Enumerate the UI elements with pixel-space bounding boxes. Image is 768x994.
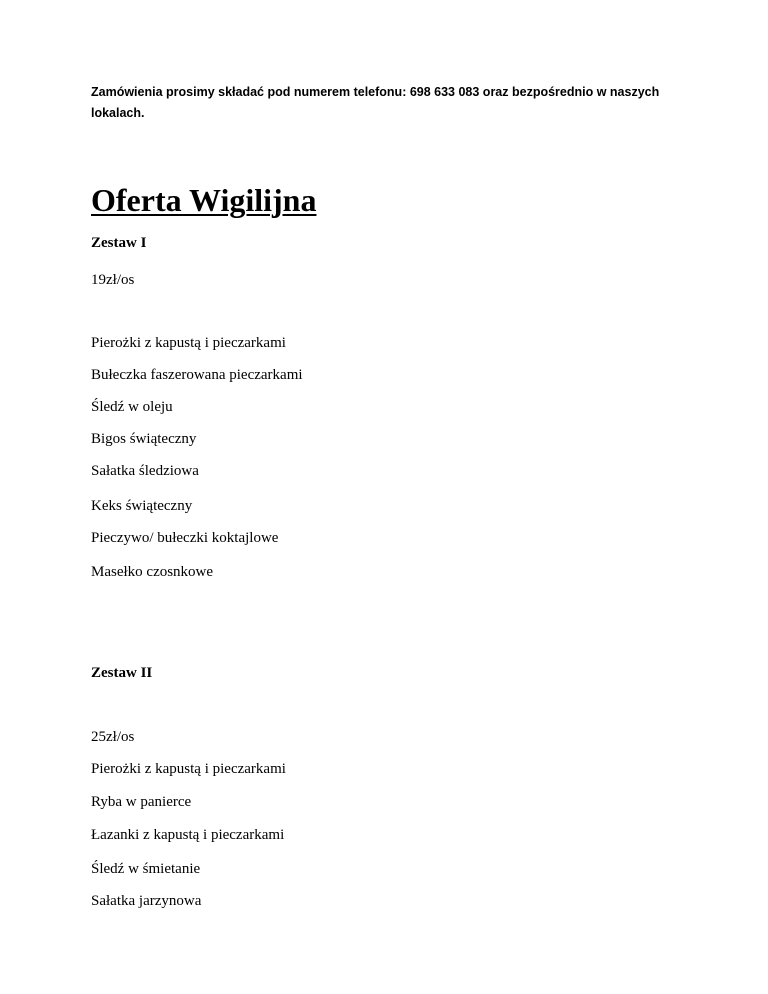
set1-item: Pieczywo/ bułeczki koktajlowe	[91, 530, 279, 546]
set2-item: Sałatka jarzynowa	[91, 893, 202, 909]
set2-price: 25zł/os	[91, 729, 135, 745]
set1-item: Pierożki z kapustą i pieczarkami	[91, 335, 286, 351]
order-notice: Zamówienia prosimy składać pod numerem telefonu: 698 633 083 oraz bezpośrednio w naszych lokalach.	[91, 85, 660, 120]
set1-item: Śledź w oleju	[91, 399, 173, 415]
set2-item: Łazanki z kapustą i pieczarkami	[91, 827, 285, 843]
set1-item: Keks świąteczny	[91, 498, 193, 514]
set1-item: Bułeczka faszerowana pieczarkami	[91, 367, 303, 383]
page-title: Oferta Wigilijna	[91, 182, 317, 218]
set1-name: Zestaw I	[91, 235, 147, 251]
set1-item: Sałatka śledziowa	[91, 463, 199, 479]
set1-item: Bigos świąteczny	[91, 431, 197, 447]
set2-item: Pierożki z kapustą i pieczarkami	[91, 761, 286, 777]
set1-item: Masełko czosnkowe	[91, 564, 214, 580]
set1-price: 19zł/os	[91, 272, 135, 288]
set2-item: Śledź w śmietanie	[91, 861, 201, 877]
set2-item: Ryba w panierce	[91, 794, 192, 810]
set2-name: Zestaw II	[91, 665, 153, 681]
